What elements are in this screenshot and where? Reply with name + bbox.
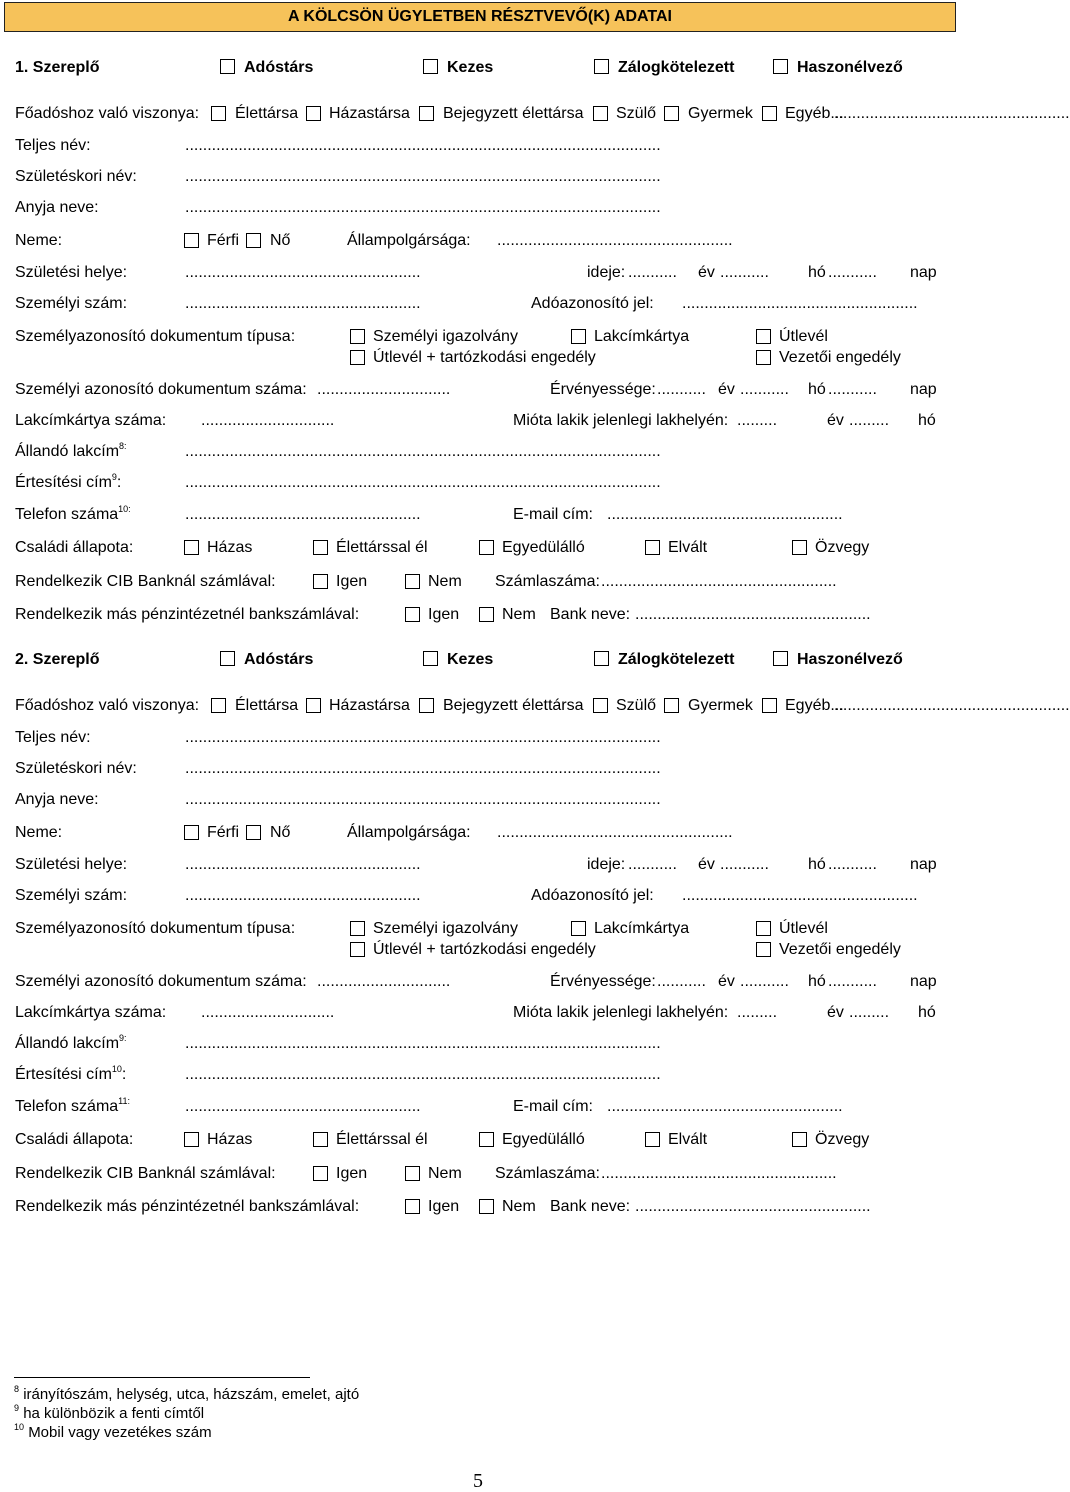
id-doc-number-field[interactable]: ..............................: [317, 381, 451, 398]
full-name-label: Teljes név:: [15, 729, 91, 746]
relation-elettarsa: Élettársa: [235, 697, 299, 714]
marital-checkbox-hazas[interactable]: [184, 540, 199, 555]
phone-field[interactable]: .....................................................: [185, 1098, 421, 1115]
role-zalogkotelezett: Zálogkötelezett: [618, 59, 735, 76]
relation-checkbox-elettarsa[interactable]: [211, 698, 226, 713]
gender-male: Férfi: [207, 824, 239, 841]
gender-male: Férfi: [207, 232, 239, 249]
permanent-address-field[interactable]: ...........................................................................................................: [185, 1035, 661, 1052]
relation-checkbox-elettarsa[interactable]: [211, 106, 226, 121]
validity-month-field[interactable]: ...........: [740, 973, 789, 990]
other-account-label: Rendelkezik más pénzintézetnél bankszámlával:: [15, 606, 360, 623]
mother-name-label: Anyja neve:: [15, 791, 99, 808]
id-doc-driving-license: Vezetői engedély: [779, 941, 901, 958]
other-account-checkbox-no[interactable]: [479, 607, 494, 622]
marital-checkbox-ozvegy[interactable]: [792, 1132, 807, 1147]
role-zalogkotelezett: Zálogkötelezett: [618, 651, 735, 668]
birth-day-field[interactable]: ...........: [828, 264, 877, 281]
relation-checkbox-bejegyzett[interactable]: [419, 106, 434, 121]
citizenship-field[interactable]: .....................................................: [497, 824, 733, 841]
permanent-address-label: Állandó lakcím$^{9:}$: [15, 1032, 127, 1052]
day-label: nap: [910, 381, 937, 398]
address-card-number-field[interactable]: ..............................: [201, 1004, 335, 1021]
relation-checkbox-szulo[interactable]: [593, 106, 608, 121]
gender-checkbox-male[interactable]: [184, 825, 199, 840]
birth-place-field[interactable]: .....................................................: [185, 856, 421, 873]
email-field[interactable]: .....................................................: [607, 1098, 843, 1115]
relation-gyermek: Gyermek: [688, 697, 753, 714]
month-label: hó: [918, 412, 936, 429]
relation-szulo: Szülő: [616, 697, 657, 714]
relation-hazastarsa: Házastársa: [329, 697, 410, 714]
id-doc-checkbox-address-card[interactable]: [571, 921, 586, 936]
address-card-number-label: Lakcímkártya száma:: [15, 1004, 167, 1021]
bank-name-field[interactable]: .....................................................: [635, 1198, 871, 1215]
day-label: nap: [910, 856, 937, 873]
year-label: év: [827, 1004, 844, 1021]
role-checkbox-zalogkotelezett[interactable]: [594, 59, 609, 74]
birth-place-label: Születési helye:: [15, 856, 128, 873]
role-checkbox-haszonelvezo[interactable]: [773, 59, 788, 74]
since-year-field[interactable]: .........: [737, 412, 778, 429]
marital-elvalt: Elvált: [668, 539, 708, 556]
since-label: Mióta lakik jelenlegi lakhelyén:: [513, 412, 729, 429]
month-label: hó: [918, 1004, 936, 1021]
relation-egyeb-field: .....................................................: [834, 697, 1070, 714]
other-account-yes: Igen: [428, 1198, 460, 1215]
validity-day-field[interactable]: ...........: [828, 973, 877, 990]
year-label: év: [698, 264, 715, 281]
account-number-field[interactable]: .....................................................: [601, 1165, 837, 1182]
birth-place-label: Születési helye:: [15, 264, 128, 281]
notify-address-field[interactable]: ...........................................................................................................: [185, 474, 661, 491]
role-checkbox-adostars[interactable]: [220, 651, 235, 666]
role-kezes: Kezes: [447, 651, 494, 668]
email-label: E-mail cím:: [513, 506, 593, 523]
id-doc-passport: Útlevél: [779, 920, 828, 937]
gender-checkbox-female[interactable]: [246, 825, 261, 840]
phone-label: Telefon száma$^{11:}$: [15, 1095, 131, 1115]
since-month-field[interactable]: .........: [849, 1004, 890, 1021]
address-card-number-field[interactable]: ..............................: [201, 412, 335, 429]
footnote-8: $^8$ irányítószám, helység, utca, házszám, emelet, ajtó: [14, 1384, 360, 1403]
page-number: 5: [473, 1470, 483, 1492]
relation-szulo: Szülő: [616, 105, 657, 122]
role-checkbox-zalogkotelezett[interactable]: [594, 651, 609, 666]
birth-month-field[interactable]: ...........: [720, 856, 769, 873]
marital-checkbox-elvalt[interactable]: [645, 540, 660, 555]
marital-egyedulallo: Egyedülálló: [502, 539, 585, 556]
relation-egyeb: Egyéb...: [785, 105, 844, 122]
gender-female: Nő: [270, 232, 291, 249]
marital-label: Családi állapota:: [15, 1131, 134, 1148]
tax-id-field[interactable]: .....................................................: [682, 887, 918, 904]
phone-field[interactable]: .....................................................: [185, 506, 421, 523]
id-doc-type-label: Személyazonosító dokumentum típusa:: [15, 920, 296, 937]
id-doc-id-card: Személyi igazolvány: [373, 920, 518, 937]
personal-number-field[interactable]: .....................................................: [185, 887, 421, 904]
since-month-field[interactable]: .........: [849, 412, 890, 429]
marital-checkbox-egyedulallo[interactable]: [479, 540, 494, 555]
month-label: hó: [808, 381, 826, 398]
id-doc-passport-residence: Útlevél + tartózkodási engedély: [373, 941, 596, 958]
relation-hazastarsa: Házastársa: [329, 105, 410, 122]
account-number-label: Számlaszáma:: [495, 1165, 600, 1182]
id-doc-address-card: Lakcímkártya: [594, 920, 690, 937]
id-doc-passport: Útlevél: [779, 328, 828, 345]
relation-bejegyzett: Bejegyzett élettársa: [443, 105, 584, 122]
relation-gyermek: Gyermek: [688, 105, 753, 122]
birth-place-field[interactable]: .....................................................: [185, 264, 421, 281]
personal-number-field[interactable]: .....................................................: [185, 295, 421, 312]
gender-checkbox-female[interactable]: [246, 233, 261, 248]
cib-account-no: Nem: [428, 573, 462, 590]
id-doc-checkbox-passport-residence[interactable]: [350, 942, 365, 957]
birth-year-field[interactable]: ...........: [628, 264, 677, 281]
relation-checkbox-egyeb[interactable]: [762, 698, 777, 713]
validity-month-field[interactable]: ...........: [740, 381, 789, 398]
id-doc-checkbox-driving-license[interactable]: [756, 350, 771, 365]
marital-elettarssal: Élettárssal él: [336, 1131, 428, 1148]
birth-date-label: ideje:: [587, 264, 626, 281]
role-checkbox-kezes[interactable]: [423, 59, 438, 74]
relation-checkbox-gyermek[interactable]: [664, 106, 679, 121]
role-checkbox-haszonelvezo[interactable]: [773, 651, 788, 666]
marital-checkbox-elettarssal[interactable]: [313, 1132, 328, 1147]
gender-label: Neme:: [15, 824, 63, 841]
id-doc-driving-license: Vezetői engedély: [779, 349, 901, 366]
month-label: hó: [808, 856, 826, 873]
id-doc-checkbox-address-card[interactable]: [571, 329, 586, 344]
year-label: év: [718, 381, 735, 398]
notify-address-label: Értesítési cím$^9$:: [15, 471, 122, 491]
actor-heading: 1. Szereplő: [15, 59, 100, 76]
relation-label: Főadóshoz való viszonya:: [15, 105, 200, 122]
role-adostars: Adóstárs: [244, 651, 314, 668]
birth-name-field[interactable]: ...........................................................................................................: [185, 168, 661, 185]
relation-checkbox-bejegyzett[interactable]: [419, 698, 434, 713]
account-number-label: Számlaszáma:: [495, 573, 600, 590]
marital-checkbox-elvalt[interactable]: [645, 1132, 660, 1147]
year-label: év: [827, 412, 844, 429]
relation-elettarsa: Élettársa: [235, 105, 299, 122]
marital-ozvegy: Özvegy: [815, 539, 870, 556]
id-doc-checkbox-passport-residence[interactable]: [350, 350, 365, 365]
permanent-address-label: Állandó lakcím$^{8:}$: [15, 440, 127, 460]
month-label: hó: [808, 264, 826, 281]
footnote-9: $^9$ ha különbözik a fenti címtől: [14, 1403, 205, 1422]
marital-hazas: Házas: [207, 539, 253, 556]
citizenship-field[interactable]: .....................................................: [497, 232, 733, 249]
form-title: A KÖLCSÖN ÜGYLETBEN RÉSZTVEVŐ(K) ADATAI: [4, 2, 956, 32]
other-account-checkbox-no[interactable]: [479, 1199, 494, 1214]
email-label: E-mail cím:: [513, 1098, 593, 1115]
id-doc-number-field[interactable]: ..............................: [317, 973, 451, 990]
role-checkbox-adostars[interactable]: [220, 59, 235, 74]
year-label: év: [718, 973, 735, 990]
relation-checkbox-hazastarsa[interactable]: [306, 106, 321, 121]
other-account-checkbox-yes[interactable]: [405, 1199, 420, 1214]
other-account-label: Rendelkezik más pénzintézetnél bankszámlával:: [15, 1198, 360, 1215]
bank-name-field[interactable]: .....................................................: [635, 606, 871, 623]
year-label: év: [698, 856, 715, 873]
cib-account-no: Nem: [428, 1165, 462, 1182]
role-haszonelvezo: Haszonélvező: [797, 651, 903, 668]
bank-name-label: Bank neve:: [550, 606, 631, 623]
id-doc-checkbox-id-card[interactable]: [350, 329, 365, 344]
cib-account-checkbox-no[interactable]: [405, 574, 420, 589]
gender-checkbox-male[interactable]: [184, 233, 199, 248]
marital-ozvegy: Özvegy: [815, 1131, 870, 1148]
relation-egyeb-field: .....................................................: [834, 105, 1070, 122]
marital-checkbox-ozvegy[interactable]: [792, 540, 807, 555]
relation-egyeb: Egyéb...: [785, 697, 844, 714]
birth-date-label: ideje:: [587, 856, 626, 873]
account-number-field[interactable]: .....................................................: [601, 573, 837, 590]
marital-checkbox-egyedulallo[interactable]: [479, 1132, 494, 1147]
birth-name-field[interactable]: ...........................................................................................................: [185, 760, 661, 777]
id-doc-number-label: Személyi azonosító dokumentum száma:: [15, 973, 307, 990]
role-haszonelvezo: Haszonélvező: [797, 59, 903, 76]
month-label: hó: [808, 973, 826, 990]
cib-account-checkbox-yes[interactable]: [313, 1166, 328, 1181]
tax-id-label: Adóazonosító jel:: [531, 887, 654, 904]
footnote-divider: [14, 1377, 310, 1378]
marital-checkbox-elettarssal[interactable]: [313, 540, 328, 555]
permanent-address-field[interactable]: ...........................................................................................................: [185, 443, 661, 460]
other-account-no: Nem: [502, 1198, 536, 1215]
mother-name-field[interactable]: ...........................................................................................................: [185, 199, 661, 216]
relation-checkbox-szulo[interactable]: [593, 698, 608, 713]
actor-heading: 2. Szereplő: [15, 651, 100, 668]
cib-account-checkbox-yes[interactable]: [313, 574, 328, 589]
citizenship-label: Állampolgársága:: [347, 232, 471, 249]
relation-checkbox-gyermek[interactable]: [664, 698, 679, 713]
other-account-checkbox-yes[interactable]: [405, 607, 420, 622]
role-checkbox-kezes[interactable]: [423, 651, 438, 666]
birth-day-field[interactable]: ...........: [828, 856, 877, 873]
marital-label: Családi állapota:: [15, 539, 134, 556]
birth-month-field[interactable]: ...........: [720, 264, 769, 281]
cib-account-label: Rendelkezik CIB Banknál számlával:: [15, 1165, 276, 1182]
personal-number-label: Személyi szám:: [15, 887, 128, 904]
phone-label: Telefon száma$^{10:}$: [15, 503, 131, 523]
footnote-10: $^{10}$ Mobil vagy vezetékes szám: [14, 1422, 212, 1441]
role-adostars: Adóstárs: [244, 59, 314, 76]
marital-checkbox-hazas[interactable]: [184, 1132, 199, 1147]
id-doc-checkbox-driving-license[interactable]: [756, 942, 771, 957]
tax-id-field[interactable]: .....................................................: [682, 295, 918, 312]
cib-account-checkbox-no[interactable]: [405, 1166, 420, 1181]
role-kezes: Kezes: [447, 59, 494, 76]
relation-checkbox-egyeb[interactable]: [762, 106, 777, 121]
cib-account-yes: Igen: [336, 1165, 368, 1182]
id-doc-number-label: Személyi azonosító dokumentum száma:: [15, 381, 307, 398]
relation-checkbox-hazastarsa[interactable]: [306, 698, 321, 713]
bank-name-label: Bank neve:: [550, 1198, 631, 1215]
personal-number-label: Személyi szám:: [15, 295, 128, 312]
gender-label: Neme:: [15, 232, 63, 249]
marital-elettarssal: Élettárssal él: [336, 539, 428, 556]
citizenship-label: Állampolgársága:: [347, 824, 471, 841]
marital-egyedulallo: Egyedülálló: [502, 1131, 585, 1148]
mother-name-label: Anyja neve:: [15, 199, 99, 216]
notify-address-field[interactable]: ...........................................................................................................: [185, 1066, 661, 1083]
id-doc-checkbox-passport[interactable]: [756, 921, 771, 936]
day-label: nap: [910, 973, 937, 990]
relation-label: Főadóshoz való viszonya:: [15, 697, 200, 714]
since-label: Mióta lakik jelenlegi lakhelyén:: [513, 1004, 729, 1021]
birth-year-field[interactable]: ...........: [628, 856, 677, 873]
email-field[interactable]: .....................................................: [607, 506, 843, 523]
birth-name-label: Születéskori név:: [15, 168, 137, 185]
validity-day-field[interactable]: ...........: [828, 381, 877, 398]
id-doc-id-card: Személyi igazolvány: [373, 328, 518, 345]
validity-year-field[interactable]: ...........: [657, 973, 706, 990]
id-doc-type-label: Személyazonosító dokumentum típusa:: [15, 328, 296, 345]
id-doc-checkbox-passport[interactable]: [756, 329, 771, 344]
address-card-number-label: Lakcímkártya száma:: [15, 412, 167, 429]
full-name-field[interactable]: ...........................................................................................................: [185, 729, 661, 746]
id-doc-passport-residence: Útlevél + tartózkodási engedély: [373, 349, 596, 366]
since-year-field[interactable]: .........: [737, 1004, 778, 1021]
notify-address-label: Értesítési cím$^{10}$:: [15, 1063, 127, 1083]
id-doc-checkbox-id-card[interactable]: [350, 921, 365, 936]
cib-account-label: Rendelkezik CIB Banknál számlával:: [15, 573, 276, 590]
full-name-label: Teljes név:: [15, 137, 91, 154]
validity-label: Érvényessége:: [550, 973, 656, 990]
marital-hazas: Házas: [207, 1131, 253, 1148]
relation-bejegyzett: Bejegyzett élettársa: [443, 697, 584, 714]
other-account-yes: Igen: [428, 606, 460, 623]
other-account-no: Nem: [502, 606, 536, 623]
validity-year-field[interactable]: ...........: [657, 381, 706, 398]
birth-name-label: Születéskori név:: [15, 760, 137, 777]
id-doc-address-card: Lakcímkártya: [594, 328, 690, 345]
validity-label: Érvényessége:: [550, 381, 656, 398]
gender-female: Nő: [270, 824, 291, 841]
cib-account-yes: Igen: [336, 573, 368, 590]
day-label: nap: [910, 264, 937, 281]
marital-elvalt: Elvált: [668, 1131, 708, 1148]
tax-id-label: Adóazonosító jel:: [531, 295, 654, 312]
mother-name-field[interactable]: ...........................................................................................................: [185, 791, 661, 808]
full-name-field[interactable]: ...........................................................................................................: [185, 137, 661, 154]
